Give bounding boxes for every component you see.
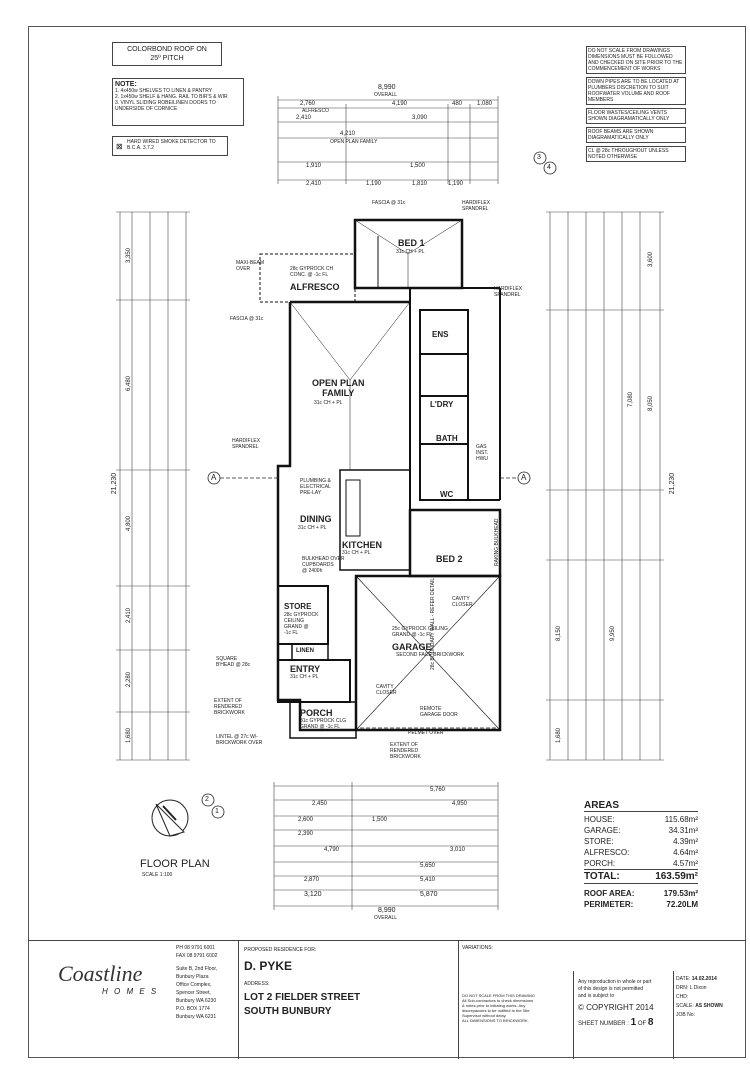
title-block [28, 940, 746, 1059]
area-row [584, 847, 698, 858]
top-dim: 4,210 [340, 131, 356, 137]
top-dim: 2,760 [300, 101, 316, 107]
roof-area-value: 179.53m² [663, 889, 698, 898]
sheet-label: SHEET NUMBER : [578, 1021, 629, 1027]
room-porch-sub: 31c GYPROCK CLG GRAND @ -1c FL [300, 718, 347, 730]
top-dim: 480 [452, 101, 463, 107]
area-label: PORCH: [584, 859, 616, 868]
top-dim: 1,910 [306, 163, 322, 169]
room-bed2: BED 2 [436, 554, 463, 564]
perimeter-label: PERIMETER: [584, 900, 634, 909]
general-note: ROOF BEAMS ARE SHOWN DIAGRAMATICALLY ONLY [586, 127, 686, 143]
site-address: LOT 2 FIELDER STREET SOUTH BUNBURY [244, 992, 361, 1017]
date-value: 14.02.2014 [691, 976, 717, 982]
area-row [584, 836, 698, 847]
room-linen: LINEN [296, 648, 314, 654]
room-entry-sub: 31c CH + PL [290, 674, 319, 680]
top-dim: 3,090 [412, 115, 428, 121]
bottom-dim: 5,760 [430, 787, 446, 793]
section-marker-left: A [211, 473, 217, 482]
area-label: GARAGE: [584, 826, 621, 835]
area-total-value: 163.59m² [655, 871, 698, 882]
job-label: JOB No: [676, 1012, 695, 1018]
annotation-remote-door: REMOTE GARAGE DOOR [420, 706, 458, 718]
room-bed1-sub: 31c CH + PL [396, 249, 425, 255]
area-row [584, 814, 698, 825]
room-garage-sub: 25c GYPROCK CEILING GRAND @ -1c FL [392, 626, 448, 638]
bottom-dim: 2,870 [304, 877, 320, 883]
right-dim: 8,050 [648, 395, 655, 412]
room-store-sub: 28c GYPROCK CEILING GRAND @ -1c FL [284, 612, 319, 636]
area-value: 115.68m² [664, 815, 698, 824]
bottom-dim-overall: 8,990 [378, 907, 396, 914]
client-name: D. PYKE [244, 959, 293, 973]
top-dim-overall: 8,990 [378, 84, 396, 91]
area-value: 4.57m² [673, 859, 698, 868]
disclaimer: DO NOT SCALE FROM THIS DRAWING All Sub-contractors to check dimensions & notes prior to initiating works. Any discrepancies to be notified to the Site Supervisor without delay. ALL DIMENSIONS TO BRICKWORK. [462, 993, 536, 1023]
company-logo [58, 961, 188, 996]
left-dim: 2,280 [126, 671, 133, 688]
callout-number: 3 [537, 154, 541, 161]
room-wc: WC [440, 490, 454, 499]
left-dim: 1,680 [126, 727, 133, 744]
top-dim: 1,190 [366, 181, 382, 187]
left-dim: 21,230 [111, 472, 119, 495]
right-dim: 9,950 [610, 625, 617, 642]
annotation-hardiflex-left: HARDIFLEX SPANDREL [232, 438, 261, 450]
area-label: HOUSE: [584, 815, 615, 824]
area-value: 4.39m² [673, 837, 698, 846]
drn-label: DRN: [676, 985, 689, 991]
area-row [584, 858, 698, 869]
annotation-pelmet: PELMET OVER [408, 730, 444, 736]
room-entry: ENTRY [290, 664, 321, 674]
room-dining-sub: 31c CH + PL [298, 525, 327, 531]
company-phone: PH 08 9791 6001 [176, 945, 215, 951]
callout-circles [202, 152, 556, 818]
copyright-text: Any reproduction in whole or part of this design is not permitted and is subject to [578, 979, 652, 999]
chd-label: CHD: [676, 994, 689, 1000]
room-kitchen-sub: 31c CH + PL [342, 550, 371, 556]
bottom-dim: 2,600 [298, 817, 314, 823]
bottom-dim: 2,390 [298, 831, 314, 837]
roof-area-label: ROOF AREA: [584, 889, 635, 898]
bottom-dim: 2,450 [312, 801, 328, 807]
smoke-detector-icon: ⊠ [116, 142, 123, 151]
note-item: 3. VINYL SLIDING ROBE/LINEN DOORS TO UNDERSIDE OF CORNICE [115, 100, 216, 112]
right-dimension-lines [546, 212, 664, 760]
top-dim: 2,410 [296, 115, 312, 121]
annotation-extent-rendered: EXTENT OF RENDERED BRICKWORK [214, 698, 245, 716]
section-marker-right: A [521, 473, 527, 482]
top-dim-sub: OPEN PLAN FAMILY [330, 139, 378, 145]
annotation-hardiflex-right: HARDIFLEX SPANDREL [494, 286, 523, 298]
left-dim: 2,410 [126, 607, 133, 624]
general-note: DOWN PIPES ARE TO BE LOCATED AT PLUMBERS DISCRETION TO SUIT ROOFWATER VOLUME AND ROOF MEMBERS [586, 77, 686, 105]
plan-title: FLOOR PLAN [140, 858, 210, 870]
room-kitchen: KITCHEN [342, 540, 382, 550]
proposed-label: PROPOSED RESIDENCE FOR: [244, 947, 317, 953]
top-dim: 4,190 [392, 101, 408, 107]
annotation-fascia-top: FASCIA @ 31c [372, 200, 406, 206]
title-divider [673, 971, 674, 1059]
title-divider [458, 941, 459, 1059]
annotation-lintel: LINTEL @ 27c W/- BRICKWORK OVER [216, 734, 263, 746]
bottom-dim: 3,010 [450, 847, 466, 853]
title-divider [573, 971, 574, 1059]
bottom-dim: 1,500 [372, 817, 388, 823]
room-ens: ENS [432, 330, 449, 339]
callout-number: 2 [205, 796, 209, 803]
top-dim: 1,080 [477, 101, 493, 107]
area-value: 34.31m² [668, 826, 698, 835]
bottom-dim: 5,870 [420, 891, 438, 898]
general-note: DO NOT SCALE FROM DRAWINGS DIMENSIONS MUST BE FOLLOWED AND CHECKED ON SITE PRIOR TO THE COMMENCEMENT OF WORKS [586, 46, 686, 74]
top-dim: 1,500 [410, 163, 426, 169]
title-divider [238, 941, 239, 1059]
general-note: CL @ 28c THROUGHOUT UNLESS NOTED OTHERWISE [586, 146, 686, 162]
sheet-num: 1 [630, 1017, 637, 1028]
sheet-number [578, 1017, 653, 1028]
right-dim: 3,600 [648, 251, 655, 268]
address-label: ADDRESS: [244, 981, 270, 987]
annotation-raking: RAKING BULKHEAD [494, 518, 500, 566]
area-value: 4.64m² [673, 848, 698, 857]
company-address: Suite B, 2nd Floor, Bunbury Plaza Office Complex, Spencer Street, Bunbury WA 6230 P.O. BOX 1774 Bunbury WA 6231 [176, 966, 218, 1020]
annotation-hardiflex: HARDIFLEX SPANDREL [462, 200, 491, 212]
annotation-plumbing: PLUMBING & ELECTRICAL PRE-LAY [300, 478, 331, 496]
annotation-square-bhead: SQUARE B'HEAD @ 28c [216, 656, 251, 668]
areas-panel [584, 800, 698, 910]
area-total-label: TOTAL: [584, 871, 620, 882]
area-total-row [584, 869, 698, 884]
area-label: STORE: [584, 837, 614, 846]
variations-label: VARIATIONS: [462, 945, 493, 951]
date-label: DATE: [676, 976, 691, 982]
left-dim: 3,350 [126, 247, 133, 264]
top-dim: 1,810 [412, 181, 428, 187]
annotation-boundary-wall: 28c BOUNDARY WALL - REFER DETAIL [430, 577, 436, 670]
plan-scale: SCALE 1:100 [142, 872, 173, 878]
note-item: 2. 1x450w SHELF & HANG. RAIL TO BIR'S & WIR [115, 94, 228, 100]
right-dim: 8,150 [556, 625, 563, 642]
annotation-cavity-closer-2: CAVITY CLOSER [376, 684, 397, 696]
company-fax: FAX 08 9791 6002 [176, 953, 218, 959]
bottom-dim: 5,410 [420, 877, 436, 883]
annotation-maxi-beam: MAXI-BEAM OVER [236, 260, 265, 272]
drn-value: L.Dixon [689, 985, 707, 991]
scale-label: SCALE: [676, 1003, 694, 1009]
room-alfresco-sub: 28c GYPROCK CH CONC. @ -1c FL [290, 266, 334, 278]
room-bath: BATH [436, 434, 458, 443]
bottom-dim: 4,950 [452, 801, 468, 807]
left-dim: 6,480 [126, 375, 133, 392]
room-ldry: L'DRY [430, 400, 454, 409]
smoke-detector-text: HARD WIRED SMOKE DETECTOR TO B.C.A. 3.7.2 [127, 139, 216, 151]
company-sub: H O M E S [102, 987, 159, 996]
bottom-dim: 5,650 [420, 863, 436, 869]
areas-title: AREAS [584, 800, 698, 812]
right-dim: 1,680 [556, 727, 563, 744]
bottom-dim-overall-label: OVERALL [374, 915, 398, 921]
top-dim: 2,410 [306, 181, 322, 187]
room-garage: GARAGE [392, 642, 432, 652]
annotation-fascia-left: FASCIA @ 31c [230, 316, 264, 322]
walls [260, 220, 500, 738]
top-dim: 1,190 [448, 181, 464, 187]
bottom-dim: 3,120 [304, 891, 322, 898]
room-family-sub: 31c CH + PL [314, 400, 343, 406]
north-arrow [152, 800, 188, 836]
annotation-extent-rendered-2: EXTENT OF RENDERED BRICKWORK [390, 742, 421, 760]
room-bed1: BED 1 [398, 238, 425, 248]
perimeter-row [584, 899, 698, 910]
area-label: ALFRESCO: [584, 848, 630, 857]
sheet-of: OF [637, 1021, 647, 1027]
copyright: © COPYRIGHT 2014 [578, 1003, 654, 1012]
meta-block [676, 975, 723, 1020]
section-markers [208, 472, 530, 484]
room-family: OPEN PLAN FAMILY [312, 378, 365, 398]
scale-value: AS SHOWN [695, 1003, 723, 1009]
room-store: STORE [284, 602, 312, 611]
right-dim: 21,230 [669, 472, 677, 495]
callout-number: 1 [215, 808, 219, 815]
annotation-cavity-closer: CAVITY CLOSER [452, 596, 473, 608]
top-dim-overall-label: OVERALL [374, 92, 398, 98]
roof-area-row [584, 888, 698, 899]
roof-label-text: COLORBOND ROOF ON 25º PITCH [127, 46, 207, 62]
notes-title: NOTE: [115, 81, 137, 88]
right-dim: 7,080 [628, 391, 635, 408]
room-alfresco: ALFRESCO [290, 282, 340, 292]
callout-number: 4 [547, 164, 551, 171]
sheet-total: 8 [647, 1017, 654, 1028]
room-porch: PORCH [300, 708, 333, 718]
left-dim: 4,800 [126, 515, 133, 532]
top-dim-sub: ALFRESCO [302, 108, 329, 114]
perimeter-value: 72.20LM [666, 900, 698, 909]
company-name: Coastline [58, 961, 143, 986]
annotation-second-face: SECOND FACE BRICKWORK [396, 652, 465, 658]
annotation-gas: GAS INST. HWU [476, 444, 489, 462]
annotation-bulkhead: BULKHEAD OVER CUPBOARDS @ 2400h [302, 556, 345, 574]
general-note: FLOOR WASTES/CEILING VENTS SHOWN DIAGRAMATICALLY ONLY [586, 108, 686, 124]
bottom-dim: 4,790 [324, 847, 340, 853]
note-item: 1. 4x450w SHELVES TO LINEN & PANTRY [115, 88, 213, 94]
area-row [584, 825, 698, 836]
room-dining: DINING [300, 514, 332, 524]
